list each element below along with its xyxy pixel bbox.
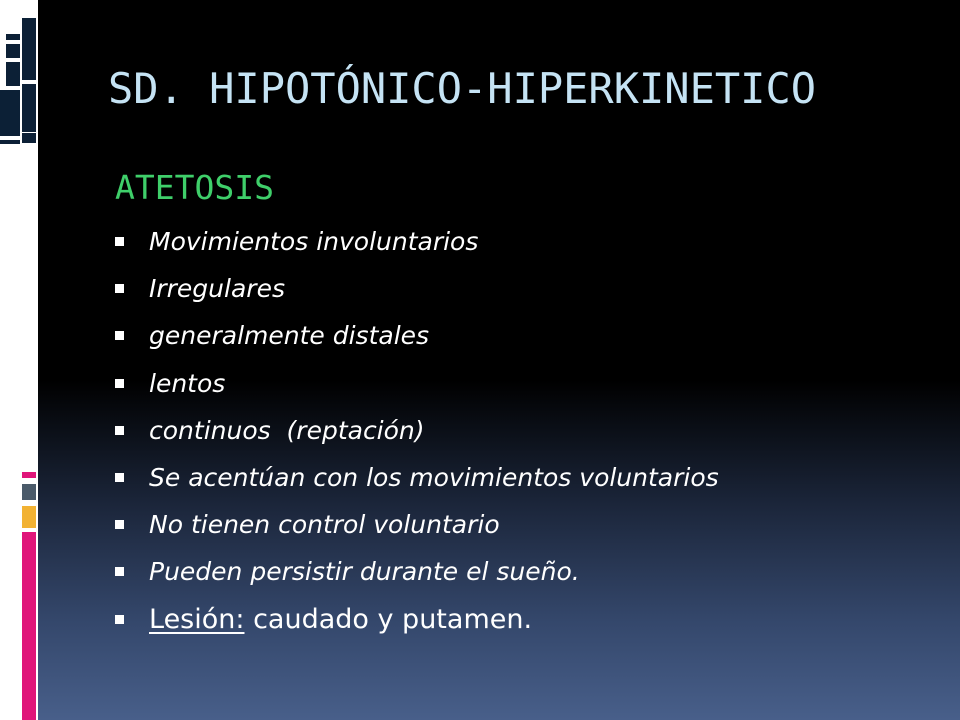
square-bullet-icon <box>115 379 124 388</box>
decor-square <box>0 140 20 144</box>
list-item-text: Se acentúan con los movimientos voluntarios <box>149 462 719 492</box>
list-item <box>112 505 942 552</box>
list-item-text: lentos <box>149 368 226 398</box>
list-item-text: Pueden persistir durante el sueño. <box>149 557 580 587</box>
square-bullet-icon <box>115 237 124 246</box>
decor-square <box>22 18 36 80</box>
decor-square <box>6 62 20 86</box>
decor-square <box>22 506 36 528</box>
list-item <box>112 600 942 647</box>
square-bullet-icon <box>115 615 124 624</box>
list-item <box>112 316 942 363</box>
bullet-list <box>112 222 942 647</box>
slide-subtitle: ATETOSIS <box>115 168 274 207</box>
list-item <box>112 269 942 316</box>
square-bullet-icon <box>115 331 124 340</box>
decor-square <box>22 133 36 143</box>
list-item <box>112 411 942 458</box>
square-bullet-icon <box>115 520 124 529</box>
list-item-text: generalmente distales <box>149 321 430 351</box>
decor-square <box>0 90 20 136</box>
square-bullet-icon <box>115 473 124 482</box>
list-item <box>112 222 942 269</box>
list-item-text: Irregulares <box>149 274 285 304</box>
list-item <box>112 364 942 411</box>
lesion-text: caudado y putamen. <box>244 603 533 635</box>
lesion-label: Lesión: <box>149 603 245 635</box>
list-item <box>112 458 942 505</box>
decor-square <box>22 532 36 720</box>
decor-square <box>22 472 36 478</box>
square-bullet-icon <box>115 426 124 435</box>
list-item <box>112 552 942 599</box>
list-item-text: continuos (reptación) <box>149 415 425 445</box>
list-item-text: No tienen control voluntario <box>149 510 500 540</box>
list-item-text: Movimientos involuntarios <box>149 227 479 256</box>
decor-square <box>6 44 20 58</box>
square-bullet-icon <box>115 284 124 293</box>
decor-square <box>22 84 36 132</box>
decor-square <box>6 34 20 40</box>
slide-title: SD. HIPOTÓNICO-HIPERKINETICO <box>108 64 817 113</box>
decor-square <box>22 484 36 500</box>
square-bullet-icon <box>115 567 124 576</box>
